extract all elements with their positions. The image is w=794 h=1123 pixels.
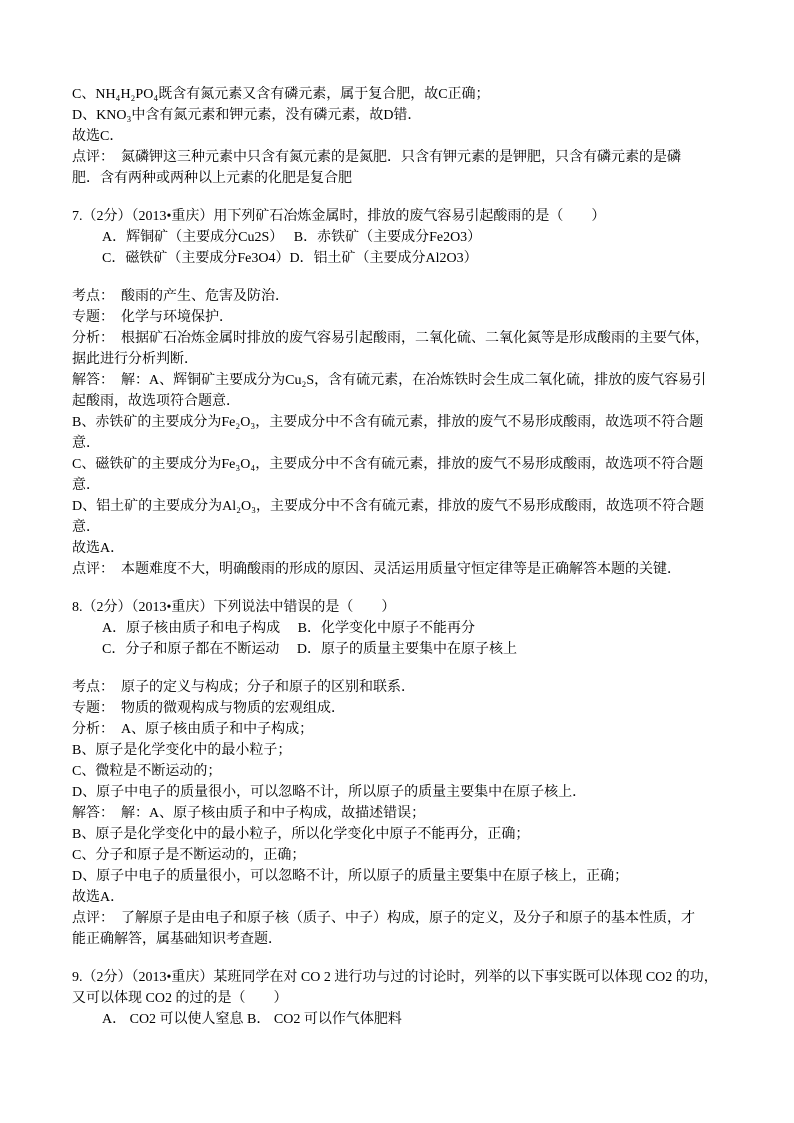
text-line: 肥．含有两种或两种以上元素的化肥是复合肥	[72, 171, 352, 186]
text-line: D、原子中电子的质量很小，可以忽略不计，所以原子的质量主要集中在原子核上．	[72, 785, 587, 800]
answer-options-line: C．磁铁矿（主要成分Fe3O4）D．铝土矿（主要成分Al2O3）	[102, 251, 478, 266]
answer-options-line: A． CO2 可以使人窒息 B． CO2 可以作气体肥料	[102, 1012, 402, 1027]
labeled-section-line: 点评： 了解原子是由电子和原子核（质子、中子）构成，原子的定义，及分子和原子的基本性质，才	[72, 911, 695, 926]
text-line: 起酸雨，故选项符合题意．	[72, 394, 240, 409]
text-line: B、赤铁矿的主要成分为Fe₂O₃，主要成分中不含有硫元素，排放的废气不易形成酸雨，故选项不符合题	[72, 415, 704, 430]
text-line: C、分子和原子是不断运动的，正确；	[72, 848, 306, 863]
blank-line	[72, 660, 722, 677]
labeled-section-line: 点评： 本题难度不大，明确酸雨的形成的原因、灵活运用质量守恒定律等是正确解答本题的关键．	[72, 562, 681, 577]
document-text-block	[72, 84, 722, 1030]
labeled-section-line: 专题： 物质的微观构成与物质的宏观组成．	[72, 701, 345, 716]
labeled-section-line: 解答： 解：A、原子核由质子和中子构成，故描述错误；	[72, 806, 426, 821]
answer-options-line: A．辉铜矿（主要成分Cu2S） B．赤铁矿（主要成分Fe2O3）	[102, 230, 482, 245]
text-line: 故选A．	[72, 890, 125, 905]
text-line: D、铝土矿的主要成分为Al₂O₃，主要成分中不含有硫元素，排放的废气不易形成酸雨，故选项不符合题	[72, 499, 704, 514]
text-line: C、NH₄H₂PO₄既含有氮元素又含有磷元素，属于复合肥，故C正确；	[72, 87, 490, 102]
blank-line	[72, 580, 722, 597]
text-line: B、原子是化学变化中的最小粒子，所以化学变化中原子不能再分，正确；	[72, 827, 530, 842]
labeled-section-line: 解答： 解：A、辉铜矿主要成分为Cu₂S，含有硫元素，在冶炼铁时会生成二氧化硫，排放的废气容易引	[72, 373, 707, 388]
blank-line	[72, 950, 722, 967]
labeled-section-line: 考点： 原子的定义与构成；分子和原子的区别和联系．	[72, 680, 415, 695]
labeled-section-line: 考点： 酸雨的产生、危害及防治．	[72, 289, 289, 304]
text-line: 能正确解答，属基础知识考查题．	[72, 932, 282, 947]
text-line: C、磁铁矿的主要成分为Fe₃O₄，主要成分中不含有硫元素，排放的废气不易形成酸雨，故选项不符合题	[72, 457, 704, 472]
text-line: 意．	[72, 478, 100, 493]
text-line: D、KNO₃中含有氮元素和钾元素，没有磷元素，故D错．	[72, 108, 422, 123]
labeled-section-line: 点评： 氮磷钾这三种元素中只含有氮元素的是氮肥．只含有钾元素的是钾肥，只含有磷元素的是磷	[72, 150, 681, 165]
text-line: D、原子中电子的质量很小，可以忽略不计，所以原子的质量主要集中在原子核上，正确；	[72, 869, 629, 884]
answer-options-line: C．分子和原子都在不断运动 D．原子的质量主要集中在原子核上	[102, 642, 517, 657]
text-line: C、微粒是不断运动的；	[72, 764, 222, 779]
answer-options-line: A．原子核由质子和电子构成 B．化学变化中原子不能再分	[102, 621, 475, 636]
labeled-section-line: 分析： 根据矿石冶炼金属时排放的废气容易引起酸雨，二氧化硫、二氧化氮等是形成酸雨的主要气体，	[72, 331, 709, 346]
blank-line	[72, 189, 722, 206]
labeled-section-line: 专题： 化学与环境保护．	[72, 310, 233, 325]
question-title: 8.（2分）（2013•重庆）下列说法中错误的是（ ）	[72, 600, 396, 615]
blank-line	[72, 269, 722, 286]
text-line: 据此进行分析判断．	[72, 352, 198, 367]
text-line: B、原子是化学变化中的最小粒子；	[72, 743, 292, 758]
text-line: 故选C．	[72, 129, 124, 144]
question-title: 9.（2分）（2013•重庆）某班同学在对 CO 2 进行功与过的讨论时，列举的以下事实既可以体现 CO2 的功，	[72, 970, 718, 985]
text-line: 意．	[72, 520, 100, 535]
text-line: 意．	[72, 436, 100, 451]
question-title: 7.（2分）（2013•重庆）用下列矿石冶炼金属时，排放的废气容易引起酸雨的是（ ）	[72, 209, 606, 224]
labeled-section-line: 分析： A、原子核由质子和中子构成；	[72, 722, 314, 737]
text-line: 故选A．	[72, 541, 125, 556]
text-line: 又可以体现 CO2 的过的是（ ）	[72, 991, 288, 1006]
